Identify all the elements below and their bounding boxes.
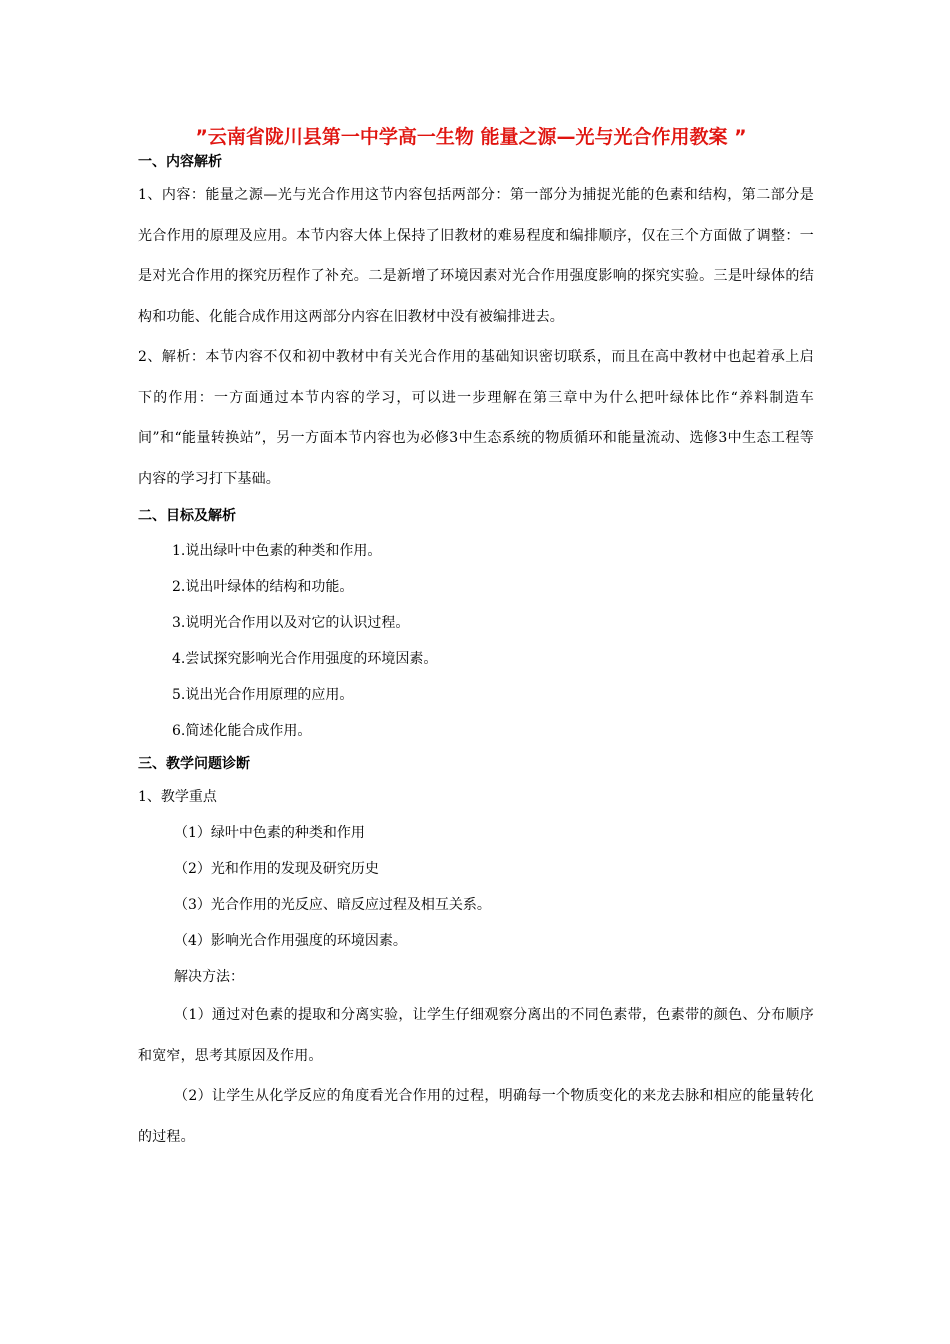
document-page xyxy=(138,123,814,1157)
goal-item: 1.说出绿叶中色素的种类和作用。 xyxy=(172,543,382,559)
method-paragraph: （1）通过对色素的提取和分离实验，让学生仔细观察分离出的不同色素带，色素带的颜色、分布顺序和宽窄，思考其原因及作用。 xyxy=(138,1007,814,1064)
method-label: 解决方法： xyxy=(174,969,244,985)
goal-item: 5.说出光合作用原理的应用。 xyxy=(172,687,354,703)
analysis-paragraph: 2、解析：本节内容不仅和初中教材中有关光合作用的基础知识密切联系，而且在高中教材中也起着承上启下的作用：一方面通过本节内容的学习，可以进一步理解在第三章中为什么把叶绿体比作“养料制造车间”和“能量转换站”，另一方面本节内容也为必修3中生态系统的物质循环和能量流动、选修3中生态工程等内容的学习打下基础。 xyxy=(138,349,814,487)
goals-list xyxy=(138,533,814,749)
teaching-focus-subheading: 1、教学重点 xyxy=(138,789,217,805)
goal-item: 4.尝试探究影响光合作用强度的环境因素。 xyxy=(172,651,438,667)
focus-point: （3）光合作用的光反应、暗反应过程及相互关系。 xyxy=(174,897,491,913)
section-heading-content-analysis: 一、内容解析 xyxy=(138,154,222,170)
content-paragraph: 1、内容：能量之源—光与光合作用这节内容包括两部分：第一部分为捕捉光能的色素和结构，第二部分是光合作用的原理及应用。本节内容大体上保持了旧教材的难易程度和编排顺序，仅在三个方面做了调整：一是对光合作用的探究历程作了补充。二是新增了环境因素对光合作用强度影响的探究实验。三是叶绿体的结构和功能、化能合成作用这两部分内容在旧教材中没有被编排进去。 xyxy=(138,187,814,325)
focus-point: （4）影响光合作用强度的环境因素。 xyxy=(174,933,407,949)
goal-item: 6.简述化能合成作用。 xyxy=(172,723,312,739)
focus-point: （1）绿叶中色素的种类和作用 xyxy=(174,825,365,841)
focus-point: （2）光和作用的发现及研究历史 xyxy=(174,861,379,877)
document-title: ”云南省陇川县第一中学高一生物 能量之源—光与光合作用教案 ” xyxy=(195,126,747,148)
goal-item: 2.说出叶绿体的结构和功能。 xyxy=(172,579,354,595)
method-paragraph: （2）让学生从化学反应的角度看光合作用的过程，明确每一个物质变化的来龙去脉和相应的能量转化的过程。 xyxy=(138,1088,814,1145)
section-heading-goals: 二、目标及解析 xyxy=(138,508,236,524)
goal-item: 3.说明光合作用以及对它的认识过程。 xyxy=(172,615,410,631)
section-heading-teaching-issues: 三、教学问题诊断 xyxy=(138,756,250,772)
